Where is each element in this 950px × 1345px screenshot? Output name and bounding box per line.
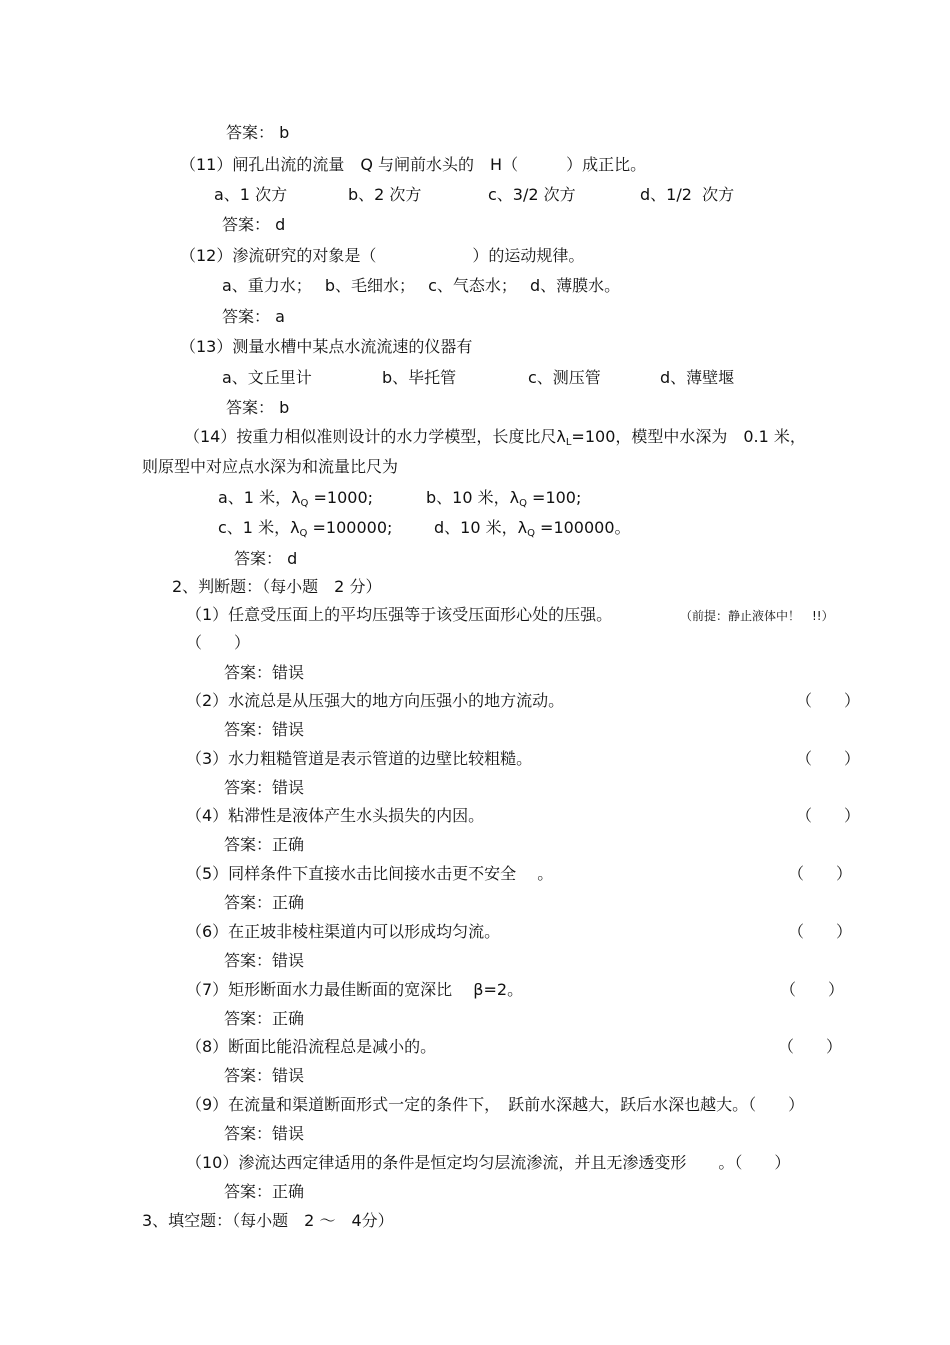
q14-option-c: c、1 米，λQ =100000; — [218, 518, 393, 539]
q14-answer: 答案： d — [234, 549, 298, 568]
question-14-line2: 则原型中对应点水深为和流量比尺为 — [142, 457, 399, 476]
judge-item-7-paren: （ ） — [780, 980, 845, 999]
q11-answer: 答案： d — [222, 215, 286, 234]
q13-option-a: a、文丘里计 — [222, 368, 312, 387]
judge-item-3-answer: 答案：错误 — [224, 778, 305, 797]
q13-option-c: c、测压管 — [528, 368, 601, 387]
question-14: （14）按重力相似准则设计的水力学模型，长度比尺λL=100，模型中水深为 0.1 米， — [184, 427, 806, 448]
judge-item-7-answer: 答案：正确 — [224, 1009, 305, 1028]
judge-item-9-answer: 答案：错误 — [224, 1124, 305, 1143]
section-2-title: 2、判断题：（每小题 2 分） — [172, 577, 382, 596]
judge-item-5-answer: 答案：正确 — [224, 893, 305, 912]
q14-option-a: a、1 米，λQ =1000; — [218, 488, 374, 509]
judge-item-1-paren: （ ） — [186, 633, 251, 652]
q13-option-b: b、毕托管 — [382, 368, 457, 387]
judge-item-6-answer: 答案：错误 — [224, 951, 305, 970]
judge-item-7: （7）矩形断面水力最佳断面的宽深比 β=2。 — [186, 980, 524, 999]
judge-item-1-note: （前提：静止液体中！ !!） — [680, 609, 834, 623]
question-11: （11）闸孔出流的流量 Q 与闸前水头的 H（ ）成正比。 — [180, 155, 647, 174]
judge-item-3: （3）水力粗糙管道是表示管道的边壁比较粗糙。 — [186, 749, 533, 768]
section-3-title: 3、填空题：（每小题 2 ～ 4分） — [142, 1211, 394, 1230]
judge-item-2: （2）水流总是从压强大的地方向压强小的地方流动。 — [186, 691, 565, 710]
judge-item-3-paren: （ ） — [796, 749, 861, 768]
question-13: （13）测量水槽中某点水流流速的仪器有 — [180, 337, 473, 356]
answer-text: 答案： b — [226, 123, 290, 142]
q13-answer: 答案： b — [226, 398, 290, 417]
judge-item-8-paren: （ ） — [778, 1037, 843, 1056]
judge-item-2-paren: （ ） — [796, 691, 861, 710]
judge-item-10: （10）渗流达西定律适用的条件是恒定均匀层流渗流，并且无渗透变形 。（ ） — [186, 1153, 791, 1172]
judge-item-4: （4）粘滞性是液体产生水头损失的内因。 — [186, 806, 485, 825]
q11-option-b: b、2 次方 — [348, 185, 422, 204]
q11-option-a: a、1 次方 — [214, 185, 288, 204]
q14-option-d: d、10 米，λQ =100000。 — [434, 518, 631, 539]
judge-item-6: （6）在正坡非棱柱渠道内可以形成均匀流。 — [186, 922, 501, 941]
q13-option-d: d、薄壁堰 — [660, 368, 735, 387]
judge-item-2-answer: 答案：错误 — [224, 720, 305, 739]
q12-answer: 答案： a — [222, 307, 285, 326]
q14-option-b: b、10 米，λQ =100; — [426, 488, 582, 509]
judge-item-5: （5）同样条件下直接水击比间接水击更不安全 。 — [186, 864, 554, 883]
q11-option-d: d、1/2 次方 — [640, 185, 735, 204]
judge-item-5-paren: （ ） — [788, 864, 853, 883]
judge-item-8: （8）断面比能沿流程总是减小的。 — [186, 1037, 437, 1056]
judge-item-4-answer: 答案：正确 — [224, 835, 305, 854]
q12-options: a、重力水； b、毛细水； c、气态水； d、薄膜水。 — [222, 276, 621, 295]
judge-item-4-paren: （ ） — [796, 806, 861, 825]
question-12: （12）渗流研究的对象是（ ）的运动规律。 — [180, 246, 585, 265]
judge-item-8-answer: 答案：错误 — [224, 1066, 305, 1085]
judge-item-10-answer: 答案：正确 — [224, 1182, 305, 1201]
q11-option-c: c、3/2 次方 — [488, 185, 576, 204]
judge-item-1-answer: 答案：错误 — [224, 663, 305, 682]
judge-item-9: （9）在流量和渠道断面形式一定的条件下， 跃前水深越大，跃后水深也越大。（ ） — [186, 1095, 805, 1114]
judge-item-1: （1）任意受压面上的平均压强等于该受压面形心处的压强。 — [186, 605, 613, 624]
judge-item-6-paren: （ ） — [788, 922, 853, 941]
